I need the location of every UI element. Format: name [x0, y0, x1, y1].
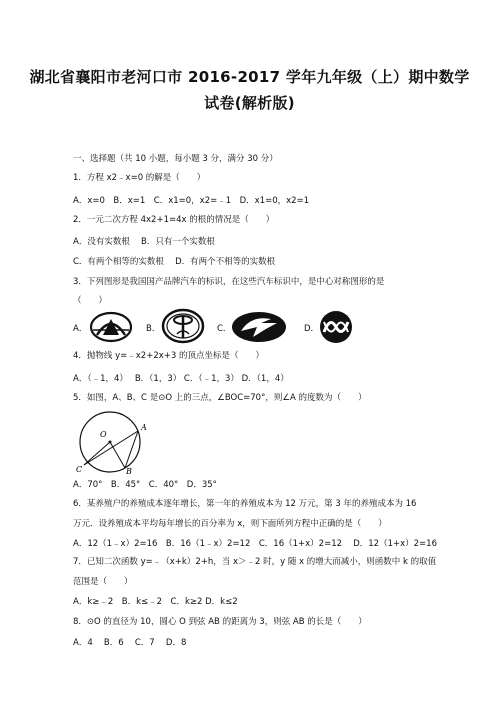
question-2-options-1: A．没有实数根 B．只有一个实数根 — [73, 237, 215, 247]
car-logo-c-icon — [231, 311, 287, 343]
question-5-options: A．70° B．45° C．40° D．35° — [73, 480, 217, 490]
section-heading: 一、选择题（共 10 小题，每小题 3 分，满分 30 分） — [73, 154, 278, 164]
question-6-stem: 6．某养殖户的养殖成本逐年增长，第一年的养殖成本为 12 万元，第 3 年的养殖成本为 16 — [73, 499, 417, 509]
circle-figure — [70, 408, 150, 474]
point-c-label: C — [76, 465, 83, 474]
question-5-stem: 5．如图，A、B、C 是⊙O 上的三点，∠BOC=70°，则∠A 的度数为（ ） — [73, 393, 367, 403]
question-7-options: A．k≥﹣2 B．k≤﹣2 C．k≥2 D．k≤2 — [73, 597, 238, 607]
question-3-stem: 3．下列图形是我国国产品牌汽车的标识，在这些汽车标识中，是中心对称图形的是 — [73, 277, 385, 287]
point-o-label: O — [100, 430, 107, 439]
question-2-options-2: C．有两个相等的实数根 D．有两个不相等的实数根 — [73, 257, 276, 267]
point-a-label: A — [141, 423, 147, 432]
question-3-stem-cont: （ ） — [73, 296, 108, 306]
question-8-stem: 8．⊙O 的直径为 10，圆心 O 到弦 AB 的距离为 3，则弦 AB 的长是（ ） — [73, 617, 367, 627]
car-logo-b-icon — [161, 308, 205, 346]
page-subtitle: 试卷(解析版) — [204, 94, 295, 112]
option-a-label: A． — [73, 324, 88, 334]
question-8-options: A．4 B．6 C．7 D．8 — [73, 638, 187, 648]
option-b-label: B． — [146, 324, 161, 334]
page-title: 湖北省襄阳市老河口市 2016-2017 学年九年级（上）期中数学 — [29, 68, 470, 86]
option-d-label: D． — [304, 324, 320, 334]
question-2-stem: 2．一元二次方程 4x2+1=4x 的根的情况是（ ） — [73, 215, 275, 225]
option-c-label: C． — [217, 324, 232, 334]
car-logo-a-icon — [89, 311, 133, 343]
question-6-stem-cont: 万元．设养殖成本平均每年增长的百分率为 x，则下面所列方程中正确的是（ ） — [73, 519, 387, 529]
car-logo-d-icon — [318, 310, 354, 344]
question-7-stem: 7．已知二次函数 y=﹣（x+k）2+h，当 x＞﹣2 时，y 随 x 的增大而减小，则函数中 k 的取值 — [73, 557, 437, 567]
question-4-stem: 4．抛物线 y=﹣x2+2x+3 的顶点坐标是（ ） — [73, 351, 264, 361]
question-1-stem: 1．方程 x2﹣x=0 的解是（ ） — [73, 173, 206, 183]
question-7-stem-cont: 范围是（ ） — [73, 577, 133, 587]
question-6-options: A．12（1﹣x）2=16 B．16（1﹣x）2=12 C．16（1+x）2=12 D．12（1+x）2=16 — [73, 539, 437, 549]
question-1-options: A．x=0 B．x=1 C．x1=0，x2=﹣1 D．x1=0，x2=1 — [73, 196, 310, 206]
point-b-label: B — [126, 467, 132, 474]
question-4-options: A．（﹣1，4） B．（1，3） C．（﹣1，3） D．（1，4） — [73, 374, 289, 384]
